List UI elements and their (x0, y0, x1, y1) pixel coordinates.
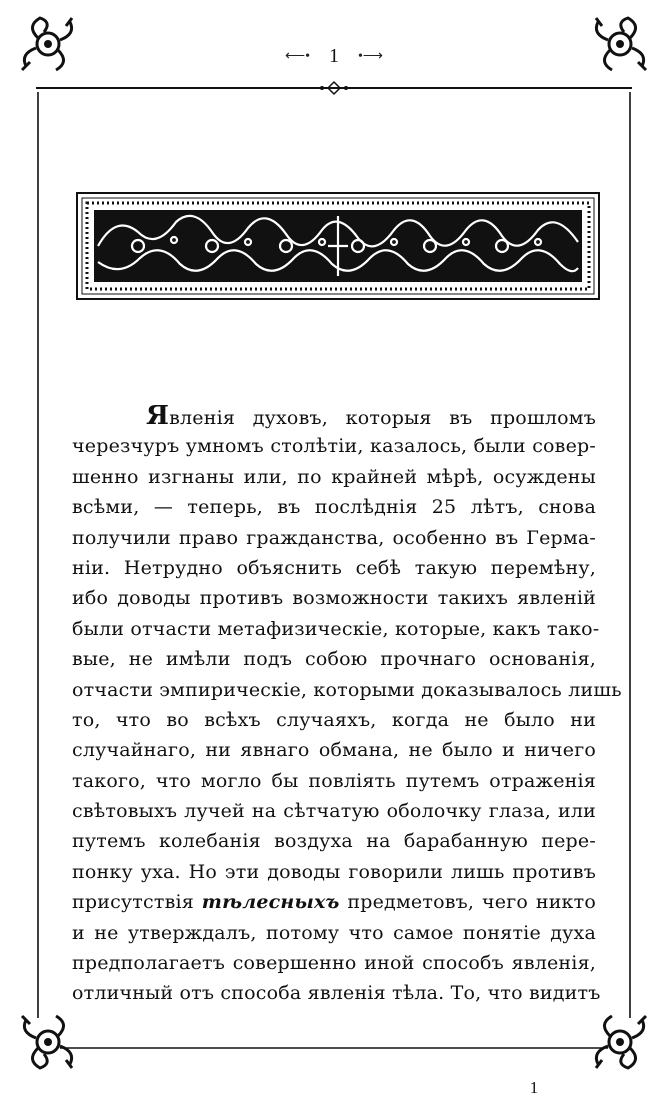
signature-mark: 1 (529, 1078, 539, 1097)
right-pointer-ornament-icon: •⟶ (358, 49, 383, 65)
text-line (72, 401, 596, 431)
text-line: ибо доводы противъ возможности такихъ явленій (72, 587, 596, 610)
text-line: такого, что могло бы повліять путемъ отраженія (72, 769, 596, 792)
text-line: отчасти эмпирическіе, которыми доказывалось лишь (72, 678, 622, 701)
text-line: предполагаетъ совершенно иной способъ явленія, (72, 952, 596, 975)
italic-word: тѣлесныхъ (201, 891, 340, 914)
text-line: черезчуръ умномъ столѣтіи, казалось, были совер- (72, 435, 596, 458)
text-line: шенно изгнаны или, по крайней мѣрѣ, осуждены (72, 465, 596, 488)
drop-cap: Я (146, 401, 170, 431)
text-line: случайнаго, ни явнаго обмана, не было и ничего (72, 739, 596, 762)
text-line (72, 887, 596, 917)
text-line: ніи. Нетрудно объяснить себѣ такую перемѣну, (72, 556, 596, 579)
text-line: путемъ колебанія воздуха на барабанную пере- (72, 830, 596, 853)
text-line: были отчасти метафизическіе, которые, какъ тако- (72, 617, 600, 640)
page-number: 1 (329, 45, 339, 67)
text-segment: присутствія (72, 891, 202, 914)
body-text (72, 401, 622, 1009)
text-line: и не утверждалъ, потому что самое понятіе духа (72, 921, 596, 944)
running-head (0, 44, 668, 69)
corner-flourish-icon (22, 1016, 72, 1068)
left-pointer-ornament-icon: ⟵• (285, 49, 310, 65)
text-line: то, что во всѣхъ случаяхъ, когда не было ни (72, 708, 596, 731)
acanthus-headpiece-icon (76, 192, 600, 300)
text-line: отличный отъ способа явленія тѣла. То, что видитъ (72, 982, 601, 1005)
corner-flourish-icon (596, 1016, 646, 1068)
text-segment: предметовъ, чего никто (339, 891, 596, 914)
text-line: всѣми, — теперь, въ послѣднія 25 лѣтъ, снова (72, 496, 596, 519)
text-line: вые, не имѣли подъ собою прочнаго основанія, (72, 648, 596, 671)
text-line: свѣтовыхъ лучей на сѣтчатую оболочку глаза, или (72, 800, 596, 823)
text-line-rest: вленія духовъ, которыя въ прошломъ (169, 407, 596, 429)
text-line: понку уха. Но эти доводы говорили лишь противъ (72, 860, 596, 883)
text-line: получили право гражданства, особенно въ Герма- (72, 526, 596, 549)
